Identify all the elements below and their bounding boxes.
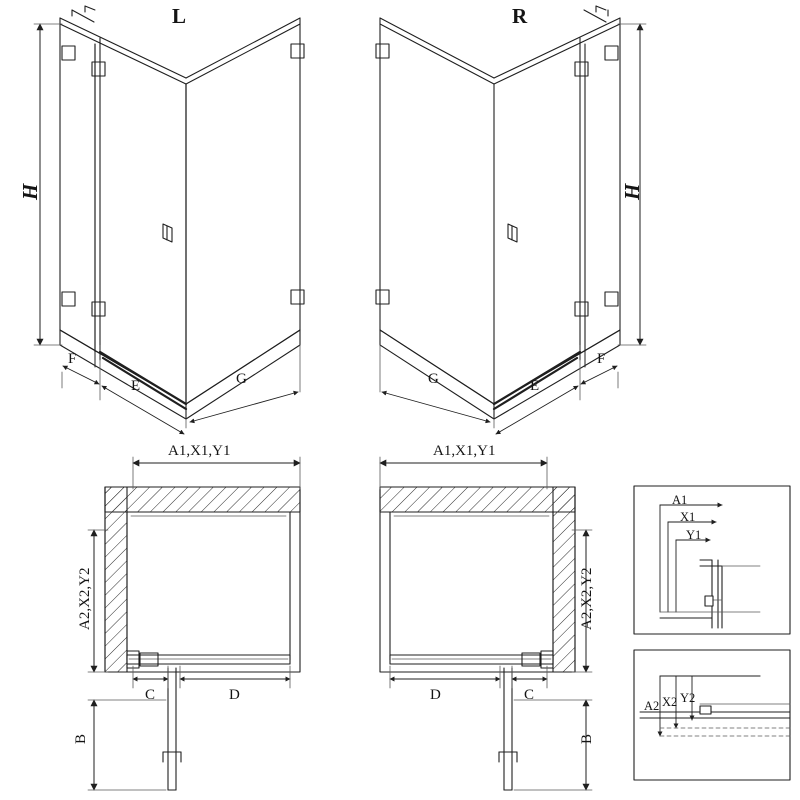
label-plan-left-dim-d: D bbox=[229, 687, 240, 703]
label-plan-right-dim-d: D bbox=[430, 687, 441, 703]
label-base-f-right: F bbox=[597, 351, 606, 367]
label-plan-right-dim-c: C bbox=[524, 687, 535, 703]
label-detail-top-x1: X1 bbox=[680, 510, 696, 524]
label-plan-right-top-dim: A1,X1,Y1 bbox=[433, 443, 496, 459]
detail-top bbox=[634, 486, 790, 634]
label-plan-left-dim-c: C bbox=[145, 687, 156, 703]
label-plan-left-dim-b: B bbox=[73, 733, 89, 744]
label-base-e-left: E bbox=[131, 378, 141, 394]
label-plan-right-side-dim: A2,X2,Y2 bbox=[579, 567, 595, 630]
label-plan-left-top-dim: A1,X1,Y1 bbox=[168, 443, 231, 459]
label-detail-bottom-y2: Y2 bbox=[680, 691, 696, 705]
label-base-g-left: G bbox=[236, 371, 247, 387]
label-plan-left-side-dim: A2,X2,Y2 bbox=[77, 567, 93, 630]
iso-view-left bbox=[34, 6, 304, 434]
label-detail-top-a1: A1 bbox=[672, 493, 688, 507]
iso-view-right bbox=[376, 6, 646, 434]
detail-bottom bbox=[634, 650, 790, 780]
label-detail-bottom-x2: X2 bbox=[662, 695, 678, 709]
label-detail-top-y1: Y1 bbox=[686, 528, 702, 542]
label-variant-right: R bbox=[512, 4, 528, 28]
label-base-e-right: E bbox=[530, 378, 540, 394]
label-detail-bottom-a2: A2 bbox=[644, 699, 660, 713]
plan-view-left bbox=[88, 457, 300, 790]
label-variant-left: L bbox=[172, 4, 187, 28]
label-height-right: H bbox=[620, 183, 644, 200]
label-base-g-right: G bbox=[428, 371, 439, 387]
label-height-left: H bbox=[18, 183, 42, 200]
label-base-f-left: F bbox=[68, 351, 77, 367]
label-plan-right-dim-b: B bbox=[579, 733, 595, 744]
plan-view-right bbox=[380, 457, 592, 790]
